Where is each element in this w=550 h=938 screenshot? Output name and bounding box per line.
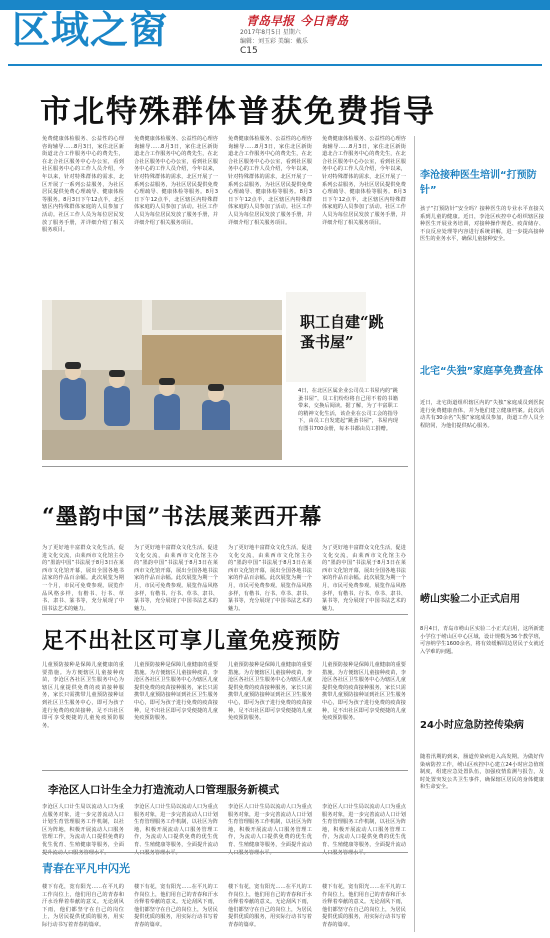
article-5-body-col4: 李沧区人口计生局以流动人口为重点服务对象，进一步完善流动人口计划生育管理服务工作机制，以社区为阵地，积极开展流动人口服务管理工作，为流动人口提供免费的优生优育、生殖健康等服务，全面提升流动 — [322, 804, 406, 848]
article-5-body-col1: 李沧区人口计生局以流动人口为重点服务对象，进一步完善流动人口计划生育管理服务工作机制，以社区为阵地，积极开展流动人口服务管理工作，为流动人口提供免费的优生优育、生殖健康等服务，全面 — [42, 804, 124, 848]
article-2-headline: 职工自建“跳蚤书屋” — [300, 313, 384, 351]
article-3-body-col2: 为了更好地丰富群众文化生活，促进文化交流，由莱西市文化馆主办的“墨韵中国”书法展于8月3日在莱西市文化馆开幕，展出全国各地书法家的作品百余幅。此次展览为期一个月，市民可免费参观。展览作品风格多样，有楷书、行书、草书、隶书、篆书等，充分展现了中国书法艺术的魅力。 — [134, 545, 218, 612]
article-4-body-col3: 儿童预防接种是保障儿童健康的重要措施。为方便辖区儿童接种疫苗，李沧区各社区卫生服务中心为辖区儿童提供免费的疫苗接种服务，家长只需携带儿童预防接种证到社区卫生服务中心，即可为孩子进行免费的疫苗接种，足不出社区即可享受便捷的儿童免疫预防服务。 — [228, 662, 312, 722]
sidebar-1-body: 孩子“打预防针”安全吗？接种医生的专业水平直接关系到儿童的健康。近日，李沧区疾控中心组织辖区接种医生开展业务培训，对接种操作规范、疫苗储存、不良反应处理等内容进行系统讲解，进一步提高接种医生的业务水平，确保儿童接种安全。 — [420, 206, 544, 243]
article-5-body-col3: 李沧区人口计生局以流动人口为重点服务对象，进一步完善流动人口计划生育管理服务工作机制，以社区为阵地，积极开展流动人口服务管理工作，为流动人口提供免费的优生优育、生殖健康等服务，全面提升流动 — [228, 804, 312, 848]
article-3-body-col3: 为了更好地丰富群众文化生活，促进文化交流，由莱西市文化馆主办的“墨韵中国”书法展于8月3日在莱西市文化馆开幕，展出全国各地书法家的作品百余幅。此次展览为期一个月，市民可免费参观。展览作品风格多样，有楷书、行书、草书、隶书、篆书等，充分展现了中国书法艺术的魅力。 — [228, 545, 312, 612]
article-4-body-col1: 儿童预防接种是保障儿童健康的重要措施。为方便辖区儿童接种疫苗，李沧区各社区卫生服务中心为辖区儿童提供免费的疫苗接种服务，家长只需携带儿童预防接种证到社区卫生服务中心，即可为孩子进行免费的疫苗接种，足不出社区即可享受便捷的儿童免疫预防服务。 — [42, 662, 124, 729]
section-title: 区域之窗 — [12, 7, 169, 52]
article-4-headline: 足不出社区可享儿童免疫预防 — [42, 628, 342, 654]
article-4-body-col2: 儿童预防接种是保障儿童健康的重要措施。为方便辖区儿童接种疫苗，李沧区各社区卫生服务中心为辖区儿童提供免费的疫苗接种服务，家长只需携带儿童预防接种证到社区卫生服务中心，即可为孩子进行免费的疫苗接种，足不出社区即可享受便捷的儿童免疫预防服务。 — [134, 662, 218, 722]
article-5-headline: 李沧区人口计生全力打造流动人口管理服务新模式 — [48, 784, 279, 796]
sidebar-4-body: 随着汛期的到来，肠道传染病进入高发期。为做好传染病防控工作，崂山区疾控中心建立24小时应急值班制度，组建应急处置队伍，加强疫情监测与报告，及时处置突发公共卫生事件，确保辖区居民的身体健康和生命安全。 — [420, 754, 544, 791]
sidebar-4-headline: 24小时应急防控传染病 — [420, 720, 524, 731]
article-1-body-col4: 免费健康体检服务、公益性的心理咨询辅导……8月3日，家住北区新街道北合工作服务中心的费先生，在北合社区服务中心办公室，看到社区服务中心的工作人员介绍，今年以来，针对特殊群体的需求，北区开展了一系列公益服务，为社区居民提供免费心理疏导、健康体检等服务。8月3日下午12点半，北区辖区内特殊群体家庭的人员参加了活动。社区工作人员为每位居民发放了服务手册，并详细介绍了相关服务项目。 — [322, 136, 406, 226]
tagline: 今日青岛 — [300, 14, 349, 28]
masthead — [0, 0, 550, 62]
divider-2 — [42, 614, 408, 615]
article-1-body-col1: 免费健康体检服务、公益性的心理咨询辅导……8月3日，家住北区新街道北合工作服务中心的费先生，在北合社区服务中心办公室，看到社区服务中心的工作人员介绍，今年以来，针对特殊群体的需求，北区开展了一系列公益服务，为社区居民提供免费心理疏导、健康体检等服务。8月3日下午12点半，北区辖区内特殊群体家庭的人员参加了活动。社区工作人员为每位居民发放了服务手册，并详细介绍了相关服务项目。 — [42, 136, 124, 234]
page-number: C15 — [240, 46, 258, 56]
article-1-headline: 市北特殊群体普获免费指导 — [40, 94, 436, 130]
masthead-meta — [240, 28, 308, 46]
sidebar-divider — [414, 136, 415, 932]
article-6-body-col2: 楼下有花，宽有阳光……在平凡的工作岗位上，他们用自己的青春和汗水诠释着奉献的意义。无论刮风下雨，他们都坚守在自己的岗位上，为居民提供优质的服务，用实际行动书写着青春的篇章。 — [134, 884, 218, 928]
divider-1 — [42, 466, 408, 467]
sidebar-3-headline: 崂山实验二小正式启用 — [420, 594, 520, 605]
date-line: 2017年8月5日 星期六 — [240, 29, 301, 36]
article-6-body-col4: 楼下有花，宽有阳光……在平凡的工作岗位上，他们用自己的青春和汗水诠释着奉献的意义。无论刮风下雨，他们都坚守在自己的岗位上，为居民提供优质的服务，用实际行动书写着青春的篇章。 — [322, 884, 406, 928]
sidebar-2-headline: 北宅“失独”家庭享免费查体 — [420, 366, 544, 377]
article-4-body-col4: 儿童预防接种是保障儿童健康的重要措施。为方便辖区儿童接种疫苗，李沧区各社区卫生服务中心为辖区儿童提供免费的疫苗接种服务，家长只需携带儿童预防接种证到社区卫生服务中心，即可为孩子进行免费的疫苗接种，足不出社区即可享受便捷的儿童免疫预防服务。 — [322, 662, 406, 722]
divider-4 — [42, 852, 408, 853]
article-6-body-col3: 楼下有花，宽有阳光……在平凡的工作岗位上，他们用自己的青春和汗水诠释着奉献的意义。无论刮风下雨，他们都坚守在自己的岗位上，为居民提供优质的服务，用实际行动书写着青春的篇章。 — [228, 884, 312, 928]
sidebar-3-body: 8月4日，青岛市崂山区实验二小正式启用，这所新建小学位于崂山区中心区域，设计规模为36个教学班，可容纳学生1600余名，将有效缓解周边居民子女就近入学难的问题。 — [420, 626, 544, 655]
article-6-headline: 青春在平凡中闪光 — [42, 862, 130, 875]
article-2-body: 4日，在北区区属企业公司员工书屋内的“跳蚤书屋”，员工们纷纷将自己用不着的书籍带来，交换后阅读。据了解，为了丰富职工的精神文化生活，该企业在公司工会的指导下，由员工自发建起“跳蚤书屋”，书屋内现有图书700余册，每本书都由员工捐赠。 — [298, 388, 398, 432]
sidebar-1-headline: 李沧接种医生培训“打预防针” — [420, 170, 537, 196]
divider-3 — [42, 770, 408, 771]
article-3-headline: “墨韵中国”书法展莱西开幕 — [42, 504, 323, 530]
editor-line: 编辑：刘玉彩 美编：戴乐 — [240, 38, 308, 45]
article-6-body-col1: 楼下有花，宽有阳光……在平凡的工作岗位上，他们用自己的青春和汗水诠释着奉献的意义。无论刮风下雨，他们都坚守在自己的岗位上，为居民提供优质的服务，用实际行动书写着青春的篇章。 — [42, 884, 124, 928]
article-1-body-col3: 免费健康体检服务、公益性的心理咨询辅导……8月3日，家住北区新街道北合工作服务中心的费先生，在北合社区服务中心办公室，看到社区服务中心的工作人员介绍，今年以来，针对特殊群体的需求，北区开展了一系列公益服务，为社区居民提供免费心理疏导、健康体检等服务。8月3日下午12点半，北区辖区内特殊群体家庭的人员参加了活动。社区工作人员为每位居民发放了服务手册，并详细介绍了相关服务项目。 — [228, 136, 312, 226]
reading-room-photo — [42, 300, 282, 460]
article-3-body-col4: 为了更好地丰富群众文化生活，促进文化交流，由莱西市文化馆主办的“墨韵中国”书法展于8月3日在莱西市文化馆开幕，展出全国各地书法家的作品百余幅。此次展览为期一个月，市民可免费参观。展览作品风格多样，有楷书、行书、草书、隶书、篆书等，充分展现了中国书法艺术的魅力。 — [322, 545, 406, 612]
article-3-body-col1: 为了更好地丰富群众文化生活，促进文化交流，由莱西市文化馆主办的“墨韵中国”书法展于8月3日在莱西市文化馆开幕，展出全国各地书法家的作品百余幅。此次展览为期一个月，市民可免费参观。展览作品风格多样，有楷书、行书、草书、隶书、篆书等，充分展现了中国书法艺术的魅力。 — [42, 545, 124, 612]
paper-logo — [240, 12, 348, 29]
article-2-photo — [42, 300, 282, 460]
sidebar-2-body: 近日，北宅街道组织辖区内的“失独”家庭成员到医院进行免费健康查体，并为他们建立健康档案。此次活动共有30余名“失独”家庭成员参加，街道工作人员全程陪同，为他们提供贴心服务。 — [420, 400, 544, 429]
masthead-rule — [8, 64, 542, 66]
paper-name: 青岛早报 — [246, 14, 295, 28]
article-1-body-col2: 免费健康体检服务、公益性的心理咨询辅导……8月3日，家住北区新街道北合工作服务中心的费先生，在北合社区服务中心办公室，看到社区服务中心的工作人员介绍，今年以来，针对特殊群体的需求，北区开展了一系列公益服务，为社区居民提供免费心理疏导、健康体检等服务。8月3日下午12点半，北区辖区内特殊群体家庭的人员参加了活动。社区工作人员为每位居民发放了服务手册，并详细介绍了相关服务项目。 — [134, 136, 218, 226]
article-5-body-col2: 李沧区人口计生局以流动人口为重点服务对象，进一步完善流动人口计划生育管理服务工作机制，以社区为阵地，积极开展流动人口服务管理工作，为流动人口提供免费的优生优育、生殖健康等服务，全面提升流动 — [134, 804, 218, 848]
